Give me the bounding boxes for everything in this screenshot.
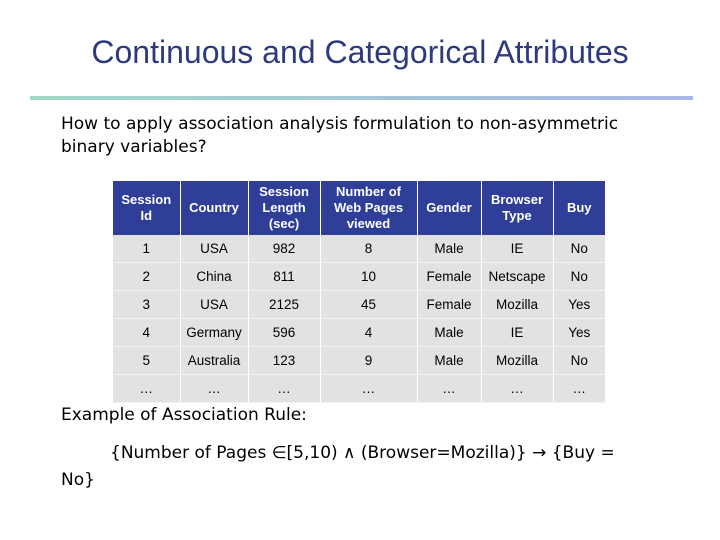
- table-cell: …: [481, 375, 553, 403]
- header-session-id: Session Id: [113, 181, 180, 235]
- table-cell: Male: [417, 319, 481, 347]
- table-cell: 10: [320, 263, 417, 291]
- table-cell: Netscape: [481, 263, 553, 291]
- table-cell: 2: [113, 263, 180, 291]
- table-cell: …: [320, 375, 417, 403]
- attributes-table: [113, 181, 605, 399]
- table-cell: …: [248, 375, 320, 403]
- table-cell: 8: [320, 235, 417, 263]
- table-cell: USA: [180, 291, 248, 319]
- table-cell: 45: [320, 291, 417, 319]
- table-row: [113, 319, 605, 347]
- table-cell: Male: [417, 235, 481, 263]
- table-cell: IE: [481, 319, 553, 347]
- table-header-row: [113, 181, 605, 235]
- header-country: Country: [180, 181, 248, 235]
- association-rule-line2: No}: [61, 470, 95, 490]
- title-divider: [30, 96, 693, 100]
- table-cell: 811: [248, 263, 320, 291]
- header-pages-viewed: Number of Web Pages viewed: [320, 181, 417, 235]
- table-row: [113, 291, 605, 319]
- table-cell: 3: [113, 291, 180, 319]
- table-cell: Female: [417, 291, 481, 319]
- association-rule-line1: {Number of Pages ∈[5,10) ∧ (Browser=Mozilla)} → {Buy =: [110, 443, 615, 463]
- table-cell: 982: [248, 235, 320, 263]
- table-cell: 4: [320, 319, 417, 347]
- table-row: [113, 375, 605, 403]
- table-cell: 123: [248, 347, 320, 375]
- table-row: [113, 263, 605, 291]
- table-cell: Mozilla: [481, 291, 553, 319]
- table-cell: Female: [417, 263, 481, 291]
- header-buy: Buy: [553, 181, 605, 235]
- table-cell: Male: [417, 347, 481, 375]
- table-cell: 1: [113, 235, 180, 263]
- table-cell: No: [553, 347, 605, 375]
- example-label: Example of Association Rule:: [61, 405, 307, 425]
- table-cell: Australia: [180, 347, 248, 375]
- intro-text: How to apply association analysis formulation to non-asymmetric binary variables?: [61, 114, 619, 157]
- table-cell: …: [417, 375, 481, 403]
- table-cell: USA: [180, 235, 248, 263]
- header-browser-type: Browser Type: [481, 181, 553, 235]
- table-row: [113, 347, 605, 375]
- table-cell: 596: [248, 319, 320, 347]
- table-cell: 9: [320, 347, 417, 375]
- header-session-length: Session Length (sec): [248, 181, 320, 235]
- table-cell: …: [113, 375, 180, 403]
- table-cell: …: [553, 375, 605, 403]
- table-row: [113, 235, 605, 263]
- table-cell: …: [180, 375, 248, 403]
- table-cell: No: [553, 235, 605, 263]
- table-cell: IE: [481, 235, 553, 263]
- table-cell: Germany: [180, 319, 248, 347]
- table-cell: No: [553, 263, 605, 291]
- table-cell: 5: [113, 347, 180, 375]
- slide-title: Continuous and Categorical Attributes: [91, 34, 629, 70]
- table-cell: Yes: [553, 291, 605, 319]
- table-cell: 4: [113, 319, 180, 347]
- table-cell: 2125: [248, 291, 320, 319]
- table-cell: Yes: [553, 319, 605, 347]
- header-gender: Gender: [417, 181, 481, 235]
- table-cell: Mozilla: [481, 347, 553, 375]
- table-cell: China: [180, 263, 248, 291]
